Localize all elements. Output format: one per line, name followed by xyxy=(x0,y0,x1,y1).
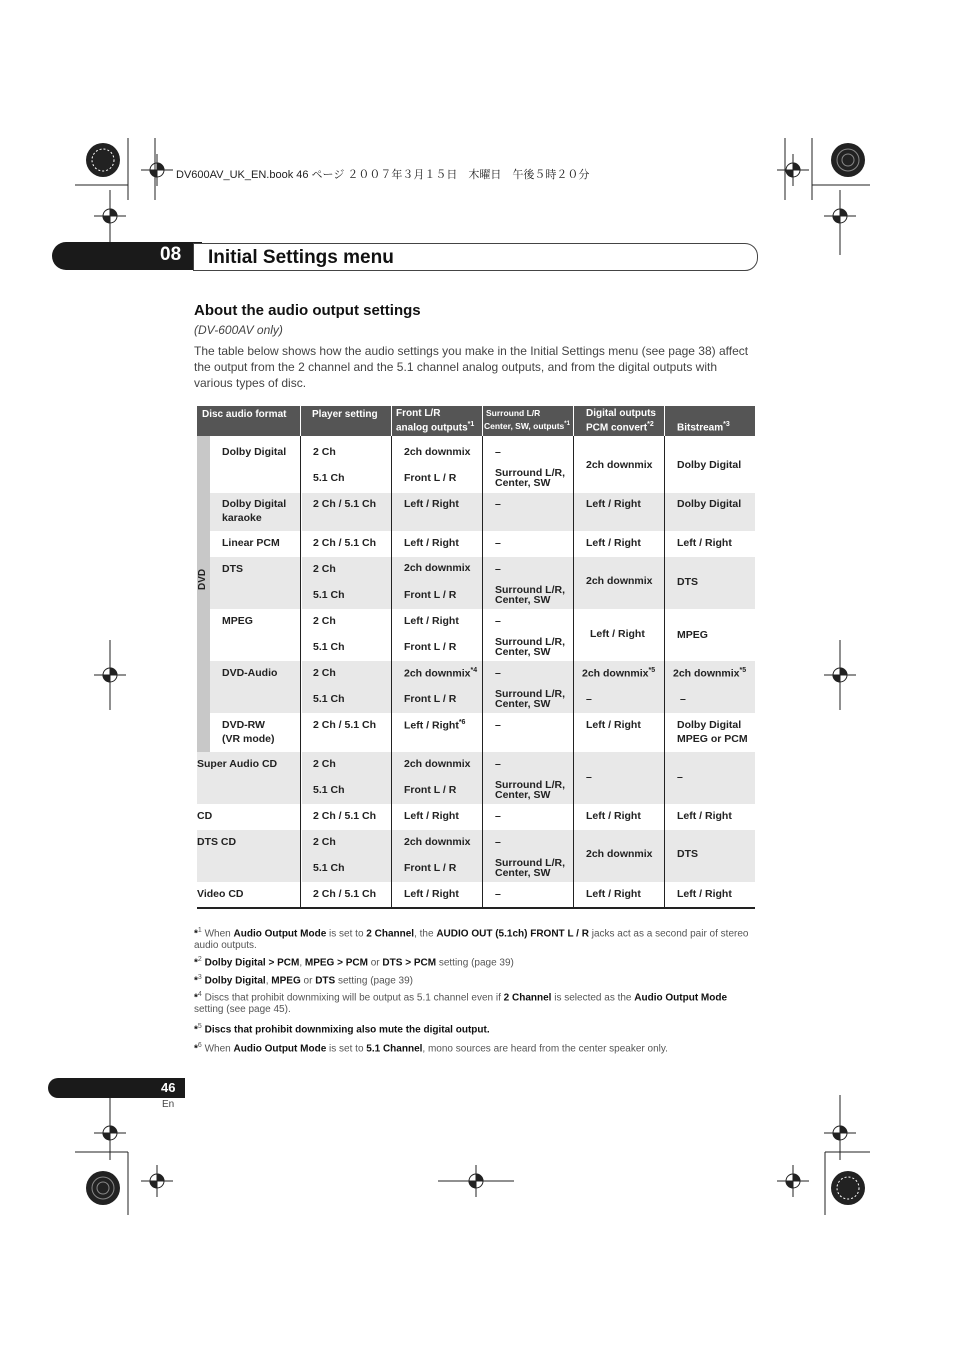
cell-player: 5.1 Ch xyxy=(313,472,345,484)
cell-bitstream: MPEG xyxy=(677,629,708,641)
cell-player: 2 Ch / 5.1 Ch xyxy=(313,537,377,549)
cell-pcm: Left / Right xyxy=(586,537,641,549)
cell-front: Left / Right xyxy=(404,498,459,510)
cell-bitstream: Dolby Digital xyxy=(677,459,742,471)
header-digital-1: Digital outputs xyxy=(586,408,656,419)
cell-bitstream: – xyxy=(680,693,686,705)
cell-disc: DVD-RW xyxy=(222,719,265,731)
cell-disc: DTS xyxy=(222,563,243,575)
cell-player: 5.1 Ch xyxy=(313,784,345,796)
cell-player: 2 Ch xyxy=(313,836,336,848)
cell-surround: Surround L/R, xyxy=(495,584,565,596)
cell-bitstream: Left / Right xyxy=(677,537,732,549)
header-front-2: analog outputs$^{*1}$ xyxy=(396,421,475,434)
cell-disc: Dolby Digital xyxy=(222,498,287,510)
cell-surround: Surround L/R, xyxy=(495,467,565,479)
cell-player: 2 Ch xyxy=(313,758,336,770)
cell-pcm: Left / Right xyxy=(586,498,641,510)
cell-surround: Center, SW xyxy=(495,594,551,606)
cell-bitstream: Dolby Digital xyxy=(677,498,742,510)
cell-surround: – xyxy=(495,563,501,575)
cell-pcm: Left / Right xyxy=(586,888,641,900)
cell-disc: CD xyxy=(197,810,213,822)
section-title: About the audio output settings xyxy=(194,302,421,319)
header-disc: Disc audio format xyxy=(202,409,287,420)
cell-surround: – xyxy=(495,758,501,770)
cell-front: Left / Right xyxy=(404,537,459,549)
cell-pcm: – xyxy=(586,771,592,783)
cell-pcm: – xyxy=(586,693,592,705)
cell-front: Front L / R xyxy=(404,472,457,484)
chapter-number: 08 xyxy=(160,244,182,265)
cell-bitstream: MPEG or PCM xyxy=(677,733,748,745)
cell-player: 5.1 Ch xyxy=(313,641,345,653)
cell-surround: Center, SW xyxy=(495,789,551,801)
cell-surround: – xyxy=(495,719,501,731)
header-surround-1: Surround L/R xyxy=(486,408,541,418)
footnote-6: *$^6$ When Audio Output Mode is set to 5.1 Channel, mono sources are heard from the center speaker only. xyxy=(194,1042,668,1055)
cell-front: 2ch downmix xyxy=(404,562,471,574)
chapter-title: Initial Settings menu xyxy=(208,247,394,268)
header-digital-2: PCM convert$^{*2}$ xyxy=(586,421,654,434)
dvd-group-label: DVD xyxy=(197,568,208,590)
cell-front: Left / Right xyxy=(404,615,459,627)
header-player: Player setting xyxy=(312,409,378,420)
cell-bitstream: 2ch downmix$^{*5}$ xyxy=(673,667,747,680)
cell-player: 2 Ch / 5.1 Ch xyxy=(313,719,377,731)
header-bitstream: Bitstream$^{*3}$ xyxy=(677,421,730,434)
cell-pcm: Left / Right xyxy=(586,810,641,822)
cell-disc: (VR mode) xyxy=(222,733,275,745)
cell-surround: – xyxy=(495,537,501,549)
cell-disc: DVD-Audio xyxy=(222,667,278,679)
cell-front: Front L / R xyxy=(404,589,457,601)
cell-surround: – xyxy=(495,888,501,900)
cell-disc: Video CD xyxy=(197,888,244,900)
section-subtitle: (DV-600AV only) xyxy=(194,323,283,337)
footnote-4: *$^4$ Discs that prohibit downmixing will be output as 5.1 channel even if 2 Channel is selected as the Audio Output Mode setting (see page 45). xyxy=(194,991,728,1016)
cell-surround: Center, SW xyxy=(495,698,551,710)
cell-disc: DTS CD xyxy=(197,836,237,848)
cell-disc: MPEG xyxy=(222,615,253,627)
footnote-5: *$^5$ Discs that prohibit downmixing also mute the digital output. xyxy=(194,1023,490,1036)
header-front-1: Front L/R xyxy=(396,408,441,419)
cell-front: Front L / R xyxy=(404,641,457,653)
cell-pcm: Left / Right xyxy=(590,628,645,640)
cell-front: Front L / R xyxy=(404,862,457,874)
cell-surround: – xyxy=(495,498,501,510)
cell-player: 2 Ch xyxy=(313,615,336,627)
cell-player: 2 Ch / 5.1 Ch xyxy=(313,888,377,900)
cell-front: Left / Right xyxy=(404,810,459,822)
cell-front: 2ch downmix$^{*4}$ xyxy=(404,667,478,680)
cell-surround: Surround L/R, xyxy=(495,857,565,869)
cell-bitstream: DTS xyxy=(677,576,698,588)
cell-surround: Surround L/R, xyxy=(495,636,565,648)
cell-pcm: 2ch downmix xyxy=(586,848,653,860)
cell-pcm: 2ch downmix xyxy=(586,575,653,587)
cell-surround: Center, SW xyxy=(495,646,551,658)
cell-bitstream: DTS xyxy=(677,848,698,860)
cell-player: 5.1 Ch xyxy=(313,693,345,705)
file-info: DV600AV_UK_EN.book 46 ページ ２００７年３月１５日 木曜日 午後５時２０分 xyxy=(176,169,590,181)
cell-surround: – xyxy=(495,667,501,679)
cell-front: 2ch downmix xyxy=(404,446,471,458)
cell-pcm: 2ch downmix xyxy=(586,459,653,471)
cell-surround: Surround L/R, xyxy=(495,688,565,700)
cell-player: 2 Ch xyxy=(313,667,336,679)
cell-player: 2 Ch xyxy=(313,563,336,575)
cell-surround: Center, SW xyxy=(495,867,551,879)
cell-surround: Center, SW xyxy=(495,477,551,489)
footnote-1: *$^1$ When Audio Output Mode is set to 2 Channel, the AUDIO OUT (5.1ch) FRONT L / R jacks act as a second pair of stereo audio outputs. xyxy=(194,927,749,952)
cell-disc: Linear PCM xyxy=(222,537,280,549)
header-surround-2: Center, SW, outputs$^{*1}$ xyxy=(484,421,570,431)
cell-player: 2 Ch / 5.1 Ch xyxy=(313,498,377,510)
cell-surround: – xyxy=(495,810,501,822)
cell-front: Front L / R xyxy=(404,784,457,796)
cell-disc: karaoke xyxy=(222,512,262,524)
cell-player: 5.1 Ch xyxy=(313,862,345,874)
cell-player: 5.1 Ch xyxy=(313,589,345,601)
page-language: En xyxy=(162,1099,175,1110)
cell-front: 2ch downmix xyxy=(404,758,471,770)
cell-front: Left / Right$^{*6}$ xyxy=(404,719,466,732)
cell-bitstream: Left / Right xyxy=(677,888,732,900)
intro-paragraph: The table below shows how the audio settings you make in the Initial Settings menu (see page 38) affect the output from the 2 channel and the 5.1 channel analog outputs, and from the digital outputs with various types of disc. xyxy=(194,344,749,390)
cell-player: 2 Ch xyxy=(313,446,336,458)
cell-disc: Dolby Digital xyxy=(222,446,287,458)
cell-front: Left / Right xyxy=(404,888,459,900)
cell-disc: Super Audio CD xyxy=(197,758,278,770)
cell-surround: – xyxy=(495,836,501,848)
cell-pcm: Left / Right xyxy=(586,719,641,731)
cell-front: Front L / R xyxy=(404,693,457,705)
cell-player: 2 Ch / 5.1 Ch xyxy=(313,810,377,822)
cell-surround: – xyxy=(495,615,501,627)
footnote-3: *$^3$ Dolby Digital, MPEG or DTS setting (page 39) xyxy=(194,974,414,987)
cell-front: 2ch downmix xyxy=(404,836,471,848)
page-number: 46 xyxy=(161,1080,176,1095)
cell-surround: Surround L/R, xyxy=(495,779,565,791)
cell-bitstream: – xyxy=(677,771,683,783)
footnote-2: *$^2$ Dolby Digital > PCM, MPEG > PCM or DTS > PCM setting (page 39) xyxy=(194,956,514,969)
cell-bitstream: Dolby Digital xyxy=(677,719,742,731)
cell-bitstream: Left / Right xyxy=(677,810,732,822)
table-bottom-rule xyxy=(197,907,755,909)
cell-surround: – xyxy=(495,446,501,458)
cell-pcm: 2ch downmix$^{*5}$ xyxy=(582,667,656,680)
